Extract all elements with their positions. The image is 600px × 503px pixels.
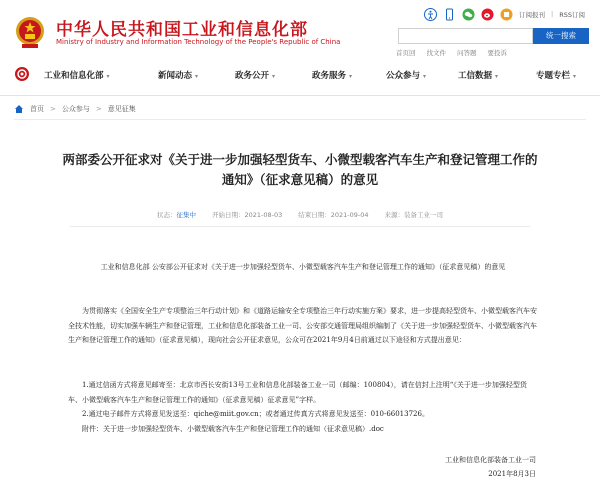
main-nav [0,64,600,88]
search-button[interactable]: 统一搜索 [533,28,589,44]
meta-source: 来源：装备工业一司 [384,211,444,219]
nav-item-gov-affairs[interactable] [235,69,275,81]
meta-start-date: 开始日期：2021-08-03 [211,211,283,219]
home-icon [14,104,24,114]
nav-item-label: 工信数据 [458,71,493,81]
nav-item-label: 公众参与 [386,71,421,81]
header-divider [0,95,600,96]
breadcrumb-consultation[interactable]: 意见征集 [107,105,136,113]
nav-item-gov-services[interactable] [312,69,352,81]
breadcrumb-separator: > [50,105,56,113]
breadcrumb-home[interactable]: 首页 [30,105,44,113]
top-toolbar [424,6,585,22]
breadcrumb-public[interactable]: 公众参与 [61,105,90,113]
meta-end-date: 结束日期：2021-09-04 [298,211,369,219]
nav-item-label: 专题专栏 [536,71,571,81]
list-item: 2.通过电子邮件方式将意见发送至：qiche@miit.gov.cn；或者通过传真方式将意见发送至：010-66013726。 [82,410,429,418]
article-title: 两部委公开征求对《关于进一步加强轻型货车、小微型载客汽车生产和登记管理工作的通知》（征求意见稿）的意见 [62,152,538,187]
nav-item-topics[interactable] [536,69,576,81]
breadcrumb [14,104,136,114]
nav-item-news[interactable] [158,69,198,81]
chevron-down-icon: ▾ [349,73,353,80]
list-item: 1.通过信函方式将意见邮寄至：北京市西长安街13号工业和信息化部装备工业一司（邮编：100804），请在信封上注明“《关于进一步加强轻型货车、小微型载客汽车生产和登记管理工作的通知》（征求意见稿）征求意见”字样。 [68,381,527,404]
chevron-down-icon: ▾ [106,73,110,80]
chevron-down-icon: ▾ [495,73,499,80]
article-paragraph: 为贯彻落实《全国安全生产专项整治三年行动计划》和《道路运输安全专项整治三年行动实施方案》要求，进一步提高轻型货车、小微型载客汽车安全技术性能，切实加强车辆生产和登记管理，工业和信息化部装备工业一司、公安部交通管理局组织编制了《关于进一步加强轻型货车、小微型载客汽车生产和登记管理工作的通知》（征求意见稿），现向社会公开征求意见，公众可在2021年9月4日前通过以下途径和方式提出意见： [68,307,537,344]
subscribe-link[interactable]: 订阅报刊 [519,10,545,19]
nav-item-label: 工业和信息化部 [44,71,104,81]
rss-link[interactable]: RSS订阅 [559,10,585,19]
breadcrumb-divider [14,119,586,120]
quick-link-home[interactable]: 首页回 [396,49,416,57]
search-input[interactable] [398,28,533,44]
attachment-link[interactable]: 附件：关于进一步加强轻型货车、小微型载客汽车生产和登记管理工作的通知（征求意见稿）.doc [82,424,384,433]
quick-link-complaint[interactable]: 要投诉 [487,49,507,57]
site-title[interactable]: 中华人民共和国工业和信息化部 [56,20,308,40]
nav-item-label: 政务服务 [312,71,347,81]
nav-item-data[interactable] [458,69,498,81]
site-header [0,0,600,62]
wechat-icon[interactable] [462,8,475,21]
nav-item-public[interactable] [386,69,426,81]
accessibility-icon[interactable] [424,8,437,21]
national-emblem-icon[interactable] [14,14,46,50]
chevron-down-icon: ▾ [423,73,427,80]
quick-link-qa[interactable]: 问答题 [457,49,477,57]
site-subtitle: Ministry of Industry and Information Technology of the People's Republic of China [56,38,341,46]
meta-status [157,210,196,219]
breadcrumb-separator: > [95,105,102,113]
nav-item-label: 新闻动态 [158,71,193,81]
article-heading: 工业和信息化部 公安部公开征求对《关于进一步加强轻型货车、小微型载客汽车生产和登记管理工作的通知》（征求意见稿）的意见 [100,263,506,271]
quick-link-files[interactable]: 找文件 [426,49,446,57]
chevron-down-icon: ▾ [195,73,199,80]
article-meta [0,210,600,219]
quick-links [396,48,507,57]
signature-date: 2021年8月3日 [488,470,536,478]
ministry-logo-icon[interactable] [14,66,30,82]
top-separator: | [551,10,554,18]
mobile-icon[interactable] [443,8,456,21]
article-items [68,378,538,436]
nav-item-label: 政务公开 [235,71,270,81]
signature: 工业和信息化部装备工业一司 [445,456,536,464]
status-badge: 征集中 [176,211,196,219]
nav-item-ministry[interactable] [44,69,110,81]
weibo-icon[interactable] [481,8,494,21]
chevron-down-icon: ▾ [573,73,577,80]
status-label: 状态： [156,211,177,219]
subscribe-icon[interactable] [500,8,513,21]
meta-divider [70,226,530,227]
chevron-down-icon: ▾ [272,73,276,80]
